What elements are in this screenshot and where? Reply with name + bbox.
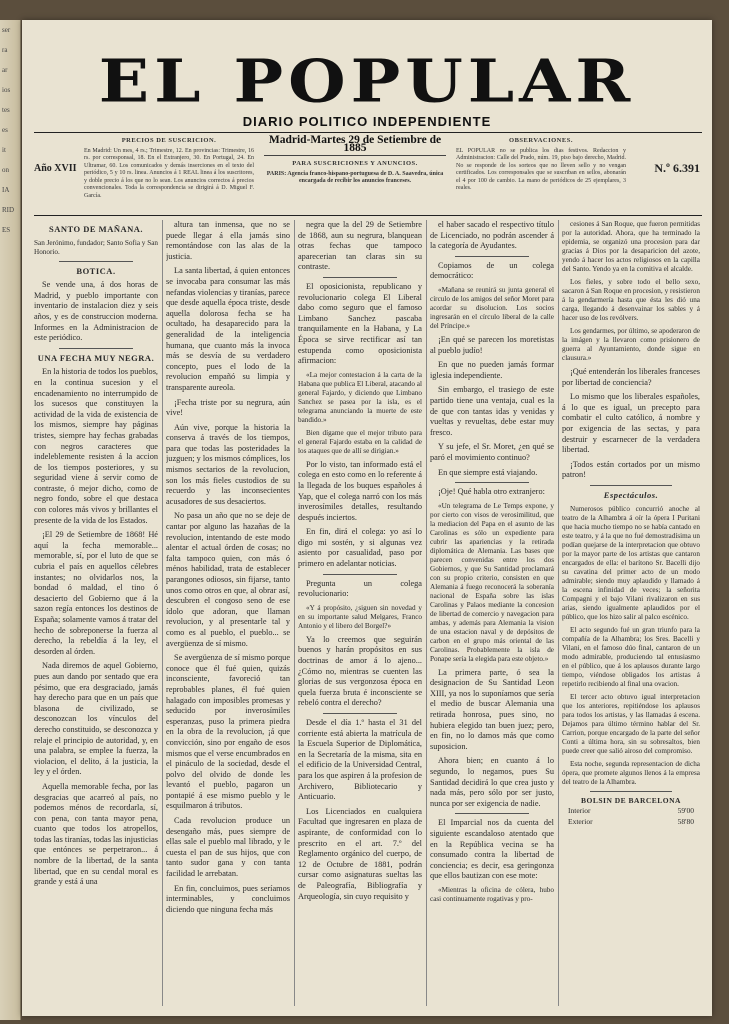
paragraph: En fin, concluimos, pues seríamos interminables, y concluimos diciendo que ninguna fecha más xyxy=(166,883,290,914)
newspaper-title: EL POPULAR xyxy=(98,45,636,117)
year-label: Año XVII xyxy=(34,163,77,174)
paragraph: Se avergüenza de sí mismo porque conoce que él fué quien, quizás inconsciente, favoreció tan reprobables planes, él fué quien halagado con imposibles promesas y seducido por inverosímiles esperanzas, puso la primera piedra en la obra de la revolucion, ¡á que convicción, sino por engaño de esos mismos que el verse encumbrados en el pináculo de la sociedad, desde el polvo del olvido de donde les levantó el pueblo, pagaron un pontapié á ese mismo pueblo y le esquilmaron á tributos. xyxy=(166,653,290,811)
quote: «Un telegrama de Le Temps expone, y por cierto con visos de verosimilitud, que la mediacion del Papa en el asunto de las Carolinas es sólo un expediente para cubrir las apariencias y la retirada diplomática de Alemania. Las bases que parecen convenidas entre los dos Gobiernos, y que Su Santidad proclamará con su propio criterio, consisten en que Alemania á fuego reconocerá la soberanía nacional de España sobre las islas Carolinas y Palaos mediante la concesion de libertad de comercio y navegacion para ambas, y además para Alemania la vision de una estacion naval y de depósitos de carbon en el grupo más oriental de las Carolinas. Probablemente la isla de Ponape sería la elegida para este objeto.» xyxy=(430,501,554,663)
paragraph: El acto segundo fué un gran triunfo para la compañía de la Alhambra; los Sres. Bacelli y Vilani, en el famoso dúo final, cantaron de un modo admirable, produciendo tal entusiasmo en el público, que á los aplausos durante largo tiempo, viéndose obligados los artistas á repetirlo recibiendo al final una ovacion. xyxy=(562,625,700,688)
espectaculos-heading: Espectáculos. xyxy=(603,489,659,500)
paragraph: Cada revolucion produce un desengaño más, pues siempre de ellas sale el pueblo mal librado, y le cuesta el pan de sus hijos, que con tanto sudor gana y con tanta facilidad le arrebatan. xyxy=(166,816,290,879)
column-divider xyxy=(426,220,427,1006)
quote: «Y á propósito, ¿siguen sin novedad y en su importante salud Melgares, Franco Antonio y el libero del Borgel?» xyxy=(298,603,422,630)
paragraph: En fin, dirá el colega: yo así lo digo mi sostén, y si algunas vez asiento por casualidad, paso por primero en adelantar noticias. xyxy=(298,527,422,569)
fecha-heading: UNA FECHA MUY NEGRA. xyxy=(37,352,155,363)
paragraph: ¡En qué se parecen los moretistas al pueblo judío! xyxy=(430,334,554,355)
paragraph: el haber sacado el respectivo título de Licenciado, no podrán ascender á la categoría de Ayudantes. xyxy=(430,220,554,251)
info-bar xyxy=(34,132,702,216)
issue-number: N.º 6.391 xyxy=(654,161,700,175)
paragraph: La primera parte, ó sea la designacion de Su Santidad Leon XIII, ya nos lo suponíamos que sería el medio de buscar Alemania una retirada honrosa, pues sino, no hubiera elegido tan buen juez; pero, en fin, no lo damos más que como suposicion. xyxy=(430,667,554,751)
paragraph: altura tan inmensa, que no se puede llegar á ella jamás sino remontándose con las alas de la justicia. xyxy=(166,220,290,261)
paragraph: Copiamos de un colega democrático: xyxy=(430,260,554,281)
newspaper-page xyxy=(22,20,712,1016)
quote: «Mientras la oficina de cólera, hubo casi continuamente rogativas y pro- xyxy=(430,885,554,903)
precios-title: PRECIOS DE SUSCRICION. xyxy=(121,137,217,144)
paragraph: ¡El 29 de Setiembre de 1868! Hé aquí la fecha memorable... memorable, sí, por el luto de que se cubria el país en aquellos célebres instantes; no olvidarlos nos, la bondad ó maldad, el tino ó desacierto del Gobierno que á la sazon regía entonces los destinos de España; solamente vamos á tratar del hecho de sobreponerse la fuerza al derecho, la rebeldía á la ley, el desorden al órden. xyxy=(34,530,158,656)
bolsin-row xyxy=(562,817,700,828)
paragraph: Ya lo creemos que seguirán buenos y harán propósitos en sus doctrinas de amor á lo ajeno... ¿Cómo no, mientras se cuenten las glorias de sus vergonzosa época en quela fuerza bruta é inconsciente se rebeló contra el derecho? xyxy=(298,634,422,708)
paragraph: ¡Fecha triste por su negrura, aún vive! xyxy=(166,397,290,418)
paragraph: No pasa un año que no se deje de cantar por alguno las hazañas de la revolucion, intentando de este modo alentar el actual órden de cosas; no falta tampoco quien, con más ó ménos habilidad, trata de establecer parangones odiosos, sin fijarse, tanto unos como otros en que, al obrar así, descubren el congoso seno de ese ídolo que adoran, que llaman revolucion, y al presentarle tal y como es al pueblo, el pueblo... se avergüenza de sí mismo. xyxy=(166,511,290,648)
paragraph: El Imparcial nos da cuenta del siguiente escandaloso atentado que en la República vecina se ha consumado contra la libertad de conciencia; es decir, esa geringonza que ellos bautizan con ese mote: xyxy=(430,818,554,881)
column-divider xyxy=(162,220,163,1006)
precios-text: En Madrid: Un mes, 4 rs.; Trimestre, 12. En provincias: Trimestre, 16 rs. por corresponsal, 18. En el Extranjero, 30. En Portugal, 24. En Ultramar, 60. Los comunicados y demás inserciones en el texto del periódico, 5 y 10 rs. linea. Anuncios á 1 REAL linea á los suscritores, y doble precio á los que no lo sean. Los anuncios correctos á precios convencionales. Toda la correspondencia se dirigirá á D. Miguel F. García. xyxy=(84,147,254,199)
paragraph: Aquella memorable fecha, por las desgracias que acarreó al país, no podemos ménos de recordarla, sí, con pena, con tanta mayor pena, cuanto que todos los atropellos, todas las tiranías, todas las injusticias que entónces se perpetraron... á nombre de la libertad, de la santa libertad, que en su cendal moral es grande y está á una xyxy=(34,781,158,887)
dateline: Madrid-Martes 29 de Setiembre de 1885 xyxy=(268,134,442,154)
quote: Bien dígame que el mejor tributo para el general Fajardo estaba en la calidad de los ataques que de allí se dirigian.» xyxy=(298,428,422,455)
santo-text: San Jerónimo, fundador; Santo Sofia y San Honorio. xyxy=(34,238,158,256)
column-1 xyxy=(34,220,158,1006)
column-4 xyxy=(430,220,554,1006)
column-5 xyxy=(562,220,700,1006)
paragraph: Los Licenciados en cualquiera Facultad que ingresaren en plaza de aspirante, de conformidad con lo prescrito en el art. 7.º del Reglamento orgánico del cuerpo, de 12 de Octubre de 1881, podrán cursar como asignaturas sueltas las de Paleografía, Bibliografía y Arqueología, sin cuyo requisito y xyxy=(298,806,422,901)
paragraph: ¡Todos están cortados por un mismo patron! xyxy=(562,459,700,480)
paragraph: Por lo visto, tan informado está el colega en esto como en lo referente á la llegada de los buques españoles á Yap, que el colega narró con los más inverosímiles detalles, resultando después inciertos. xyxy=(298,459,422,522)
bolsin-label: Interior xyxy=(568,806,591,816)
paragraph: El tercer acto obtuvo igual interpretacion que los anteriores, repitiéndose los aplausos para todos los artistas, y las llamadas á escena. Dejamos para último término hablar del Sr. Carrion, porque encargado de la parte del señor Conti a última hora, sin su sobresaltos, bien puede creer que salió airoso del compromiso. xyxy=(562,692,700,755)
paragraph: Ahora bien; en cuanto á lo segundo, lo negamos, pues Su Santidad decidirá lo que crea justo y nada más, pero sólo por ser justo, nunca por ser exigencia de nadie. xyxy=(430,756,554,808)
paragraph: ¡Qué entenderán los liberales franceses por libertad de conciencia? xyxy=(562,367,700,387)
obs-title: OBSERVACIONES. xyxy=(509,137,573,144)
bolsin-value: 59'00 xyxy=(677,806,694,816)
column-3 xyxy=(298,220,422,1006)
center-box xyxy=(260,133,450,215)
paragraph: Nada diremos de aquel Gobierno, pues aun dando por sentado que era pésimo, que era desgraciado, jamás hay derecho para que en un país que blasona de civilizado, se desconozcan los vínculos del derecho constituido, se desconozca y relaje el principio de autoridad, y, en una palabra, se emplee la fuerza, la violacion, el delito, á la justicia, la ley y el órden. xyxy=(34,661,158,777)
paragraph: En la historia de todos los pueblos, en la continua sucesion y el encadenamiento no interrumpido de los sucesos que constituyen la actividad de la vida de existencia de los mismos, siempre hay páginas tristes, siempre hay fechas grabadas con negros caracteres que indeleblemente resisten á la accion de los tiempos posteriores, y su seguridad viene á servir como de contraste, ó mejor dicho, como de negro fondo, sobre el que destaca con colores más vivos y brillantes el presente de la vida de los Estados. xyxy=(34,367,158,525)
botica-text: Se vende una, á dos horas de Madrid, y pueblo importante con inventario de instalacion diez y seis años, y es de construccion moderna. Informes en la Administracion de este periódico. xyxy=(34,280,158,343)
paragraph: Sin embargo, el trasiego de este partido tiene una ventaja, cual es la de que con tantas idas y venidas y vueltas y revueltas, debe estar muy fresco. xyxy=(430,385,554,437)
paragraph: El oposicionista, republicano y revolucionario colega El Liberal dabo como seguro que el famoso Limbano Sanchez pascaba tranquilamente en la Habana, y La Época se sirve rectificar así tan estupenda como oposicionista afirmacion: xyxy=(298,281,422,366)
precios-box xyxy=(84,133,254,215)
paragraph: Aún vive, porque la historia la conserva á través de los tiempos, para que todas las posteridades la juzguen; y los mismos cómplices, los mismos sectarios de la revolucion, son los más fieles custodios de su recuerdo y las inconsecientes acusadores de sus desaciertos. xyxy=(166,422,290,506)
paragraph: Esta noche, segunda representacion de dicha ópera, que promete algunos llenos á la empresa del teatro de la Alhambra. xyxy=(562,759,700,786)
botica-heading: BOTICA. xyxy=(76,265,116,276)
paragraph: En que siempre está viajando. xyxy=(438,467,538,477)
observaciones-box xyxy=(456,133,626,215)
quote: Los gendarmes, por último, se apoderaron de la imágen y la llevaron como prisionero de guerra al Ayuntamiento, donde sigue en clausura.» xyxy=(562,327,700,362)
bolsin-label: Exterior xyxy=(568,816,593,826)
quote: «La mejor contestacion á la carta de la Habana que publica El Liberal, atacando al general Fajardo, y diciendo que Limbano Sanchez se pasea por la isla, es el telegrama anunciando la muerte de este bandido.» xyxy=(298,370,422,424)
paragraph: Y su jefe, el Sr. Moret, ¿en qué se paró el movimiento continuo? xyxy=(430,442,554,462)
suscr-text: PARIS: Agencia franco-hispano-portuguesa de D. A. Saavedra, única encargada de recibir los anuncios franceses. xyxy=(266,170,444,184)
paragraph: Desde el día 1.º hasta el 31 del corriente está abierta la matrícula de la Escuela Superior de Diplomática, en la Secretaría de la misma, sita en el edificio de la Universidad Central, para los que aspiren á la profesion de Archivero, Bibliotecario y Anticuario. xyxy=(298,718,422,802)
bolsin-title: BOLSIN DE BARCELONA xyxy=(581,795,681,805)
obs-text: EL POPULAR no se publica los dias festivos. Redaccion y Administracion: Calle del Prado, núm. 19, piso bajo derecho, Madrid. No se responde de los sorteos que no lleven sello y no vengan certificados. Los corresponsales que se suscriban en sellos, abonarán el 4 por 100 de cambio. La mano de periódicos de 25 ejemplares, 3 reales. xyxy=(456,147,626,191)
newspaper-subtitle: DIARIO POLITICO INDEPENDIENTE xyxy=(242,114,492,129)
quote: «Mañana se reunirá su junta general el círculo de los amigos del señor Moret para acordar su disolucion. Los socios ingresarán en el círculo liberal de la calle del Príncipe.» xyxy=(430,285,554,330)
quote: cesiones á San Roque, que fueron permitidas por la autoridad. Ahora, que ha terminado la epidemia, se organizó una procesion para dar gracias á Dios por la desaparicion del azote, yendo á hacer los actos religiosos en la capilla del Santo. Yendo ya en la comitiva el alcalde. xyxy=(562,220,700,273)
column-divider xyxy=(294,220,295,1006)
paragraph: Lo mismo que los liberales españoles, á lo que es igual, un precepto para combatir el culto católico, á nombre y por exigencia de las sectas, y para destruir y escarnecer de la verdadera libertad. xyxy=(562,392,700,455)
bolsin-box xyxy=(562,796,700,828)
paragraph: En que no pueden jamás formar iglesia independiente. xyxy=(430,360,554,380)
paragraph: Numerosos público concurrió anoche al teatro de la Alhambra á oír la ópera I Puritani que hacia mucho tiempo no se había cantado en este teatro, y á la que no fué demostradísima un podían quejarse de la interpretacion que obtuvo por la mayor parte de los artistas que cantaron encargados de ella: el barítono Sr. Bacelli dijo su cavatina del primer acto de un modo admirable; siendo muy aplaudido y llamado á la escena infinidad de veces; la señorita Compagni y el bajo Vilani rivalizaron en sus arias, siendo igualmente aplaudidos por el público, que los hizo salir al palco escénico. xyxy=(562,504,700,621)
santo-heading: SANTO DE MAÑANA. xyxy=(48,224,144,234)
paragraph: negra que la del 29 de Setiembre de 1868, aun su negrura, blanquean otras fechas que tampoco aparecerian tan claras sin su contraste. xyxy=(298,220,422,272)
previous-page-edge: ser ra ar ios tes es it on IA RID ES xyxy=(0,20,21,1020)
column-divider xyxy=(558,220,559,1006)
paragraph: La santa libertad, á quien entonces se invocaba para consumar las más nefandas violencias y tiranías, parece que desde aquella época triste, desde aquella dolorosa fecha se ha ocultado, ha desaparecido para la generalidad de la inteligencia humana, que cuanto más la invoca más se desvía de su verdadero concepto, pues el lodo de la revolucion empañó su limpia y transparente aureola. xyxy=(166,266,290,392)
suscr-title: PARA SUSCRICIONES Y ANUNCIOS. xyxy=(292,160,418,167)
paragraph: ¡Oje! Qué habla otro extranjero: xyxy=(438,487,545,497)
column-2 xyxy=(166,220,290,1006)
bolsin-value: 58'80 xyxy=(677,816,694,826)
quote: Los fieles, y sobre todo el bello sexo, sacaron á San Roque en procesion, y resistieron á la gendarmería hasta que ésta les dió una carga, llegando á desenvainar los sables y á hacer uso de los revólvers. xyxy=(562,278,700,322)
paragraph: Pregunta un colega revolucionario: xyxy=(298,578,422,599)
bolsin-row xyxy=(562,806,700,817)
masthead xyxy=(22,45,712,129)
